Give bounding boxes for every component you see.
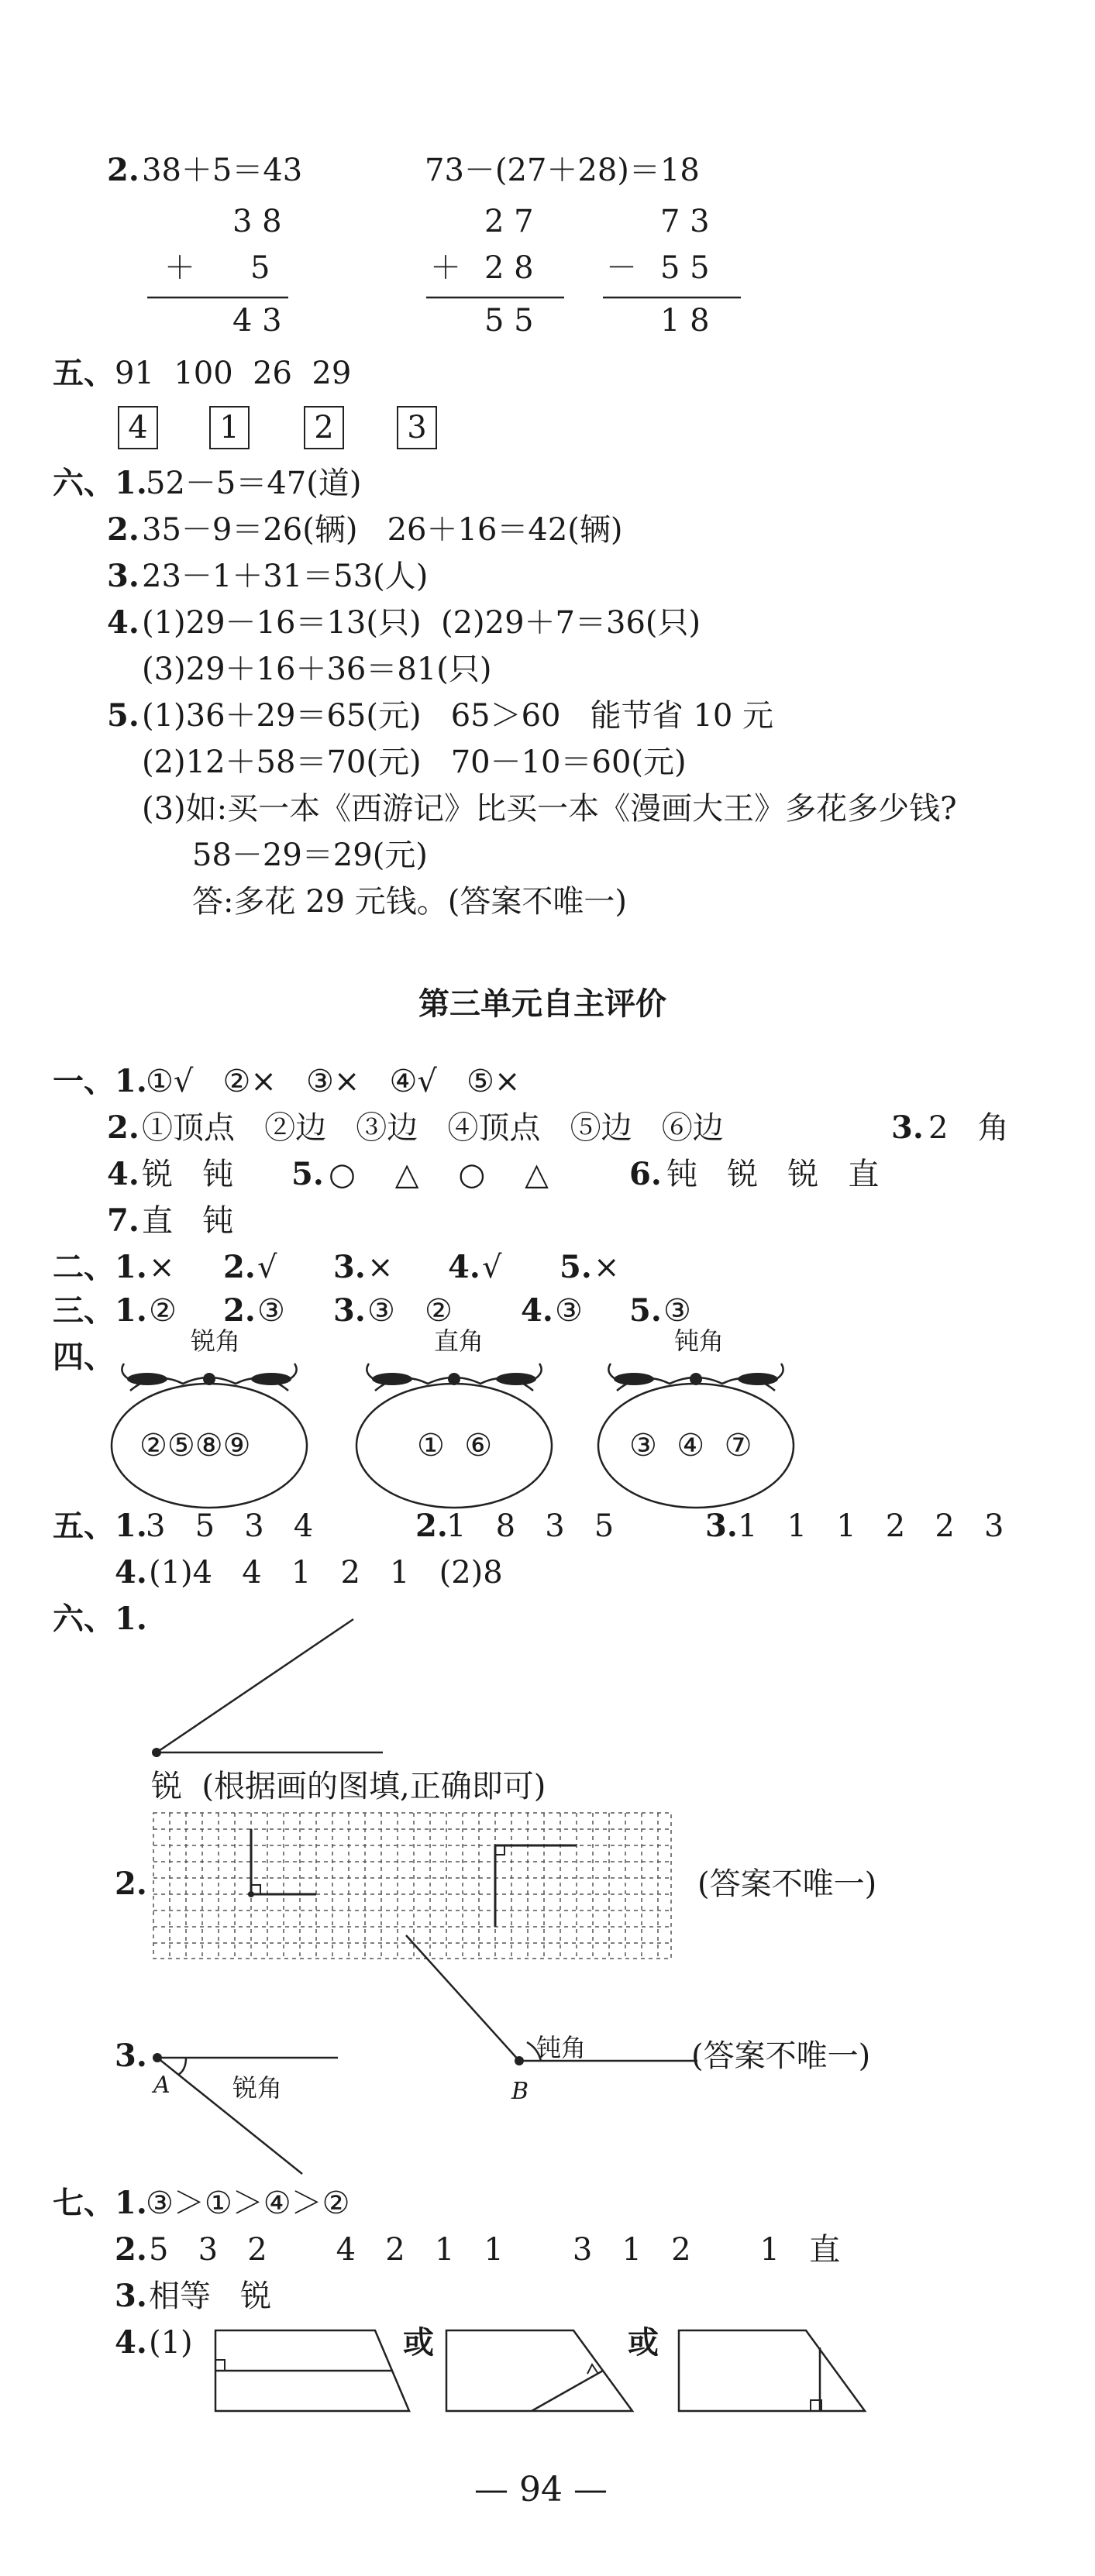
answer-box-2: 1 [209, 406, 250, 449]
liu-draw-3-note: (答案不唯一) [691, 2038, 871, 2074]
angle-b-arc [527, 2042, 541, 2061]
qi1-num: 1. [115, 2185, 147, 2221]
wu1-answer: 3 5 3 4 [146, 1508, 314, 1544]
basket-3-label: 钝角 [674, 1326, 725, 1356]
liu-draw-1-answer: 锐 (根据画的图填,正确即可) [151, 1769, 546, 1804]
angle-a-vertex [153, 2053, 162, 2062]
acute-angle-figure [157, 1619, 383, 1752]
vertical-3-second: 5 5 [660, 250, 710, 286]
section-wu-numbers: 91 100 26 29 [115, 356, 352, 391]
basket-1-leaf-left [127, 1373, 167, 1385]
right-angle-2 [495, 1845, 577, 1927]
section-wu2-label: 五、 [53, 1508, 115, 1544]
qi2-num: 2. [115, 2231, 147, 2268]
wu4-answer: (1)4 4 1 2 1 (2)8 [149, 1555, 503, 1591]
basket-1-label: 锐角 [191, 1326, 241, 1356]
basket-2-leaf-right [496, 1373, 536, 1385]
basket-3-leaf-right [738, 1373, 778, 1385]
liu4-answer-b: (3)29＋16＋36＝81(只) [142, 652, 492, 687]
basket-1-knot [203, 1373, 215, 1385]
yi2-answer: ①顶点 ②边 ③边 ④顶点 ⑤边 ⑥边 [142, 1110, 724, 1146]
vertical-2-result: 5 5 [484, 303, 534, 339]
yi5-answer: ○ △ ○ △ [329, 1157, 549, 1192]
basket-3-leaf-left [614, 1373, 654, 1385]
page-number: — 94 — [474, 2470, 608, 2509]
liu4-answer-a: (1)29－16＝13(只) (2)29＋7＝36(只) [142, 605, 701, 641]
section-qi-label: 七、 [53, 2185, 115, 2221]
san5-num: 5. [629, 1292, 662, 1329]
liu-draw-3-num: 3. [115, 2038, 147, 2074]
yi3-num: 3. [891, 1109, 924, 1146]
er5-num: 5. [560, 1249, 592, 1285]
san3-answer: ③ ② [367, 1293, 453, 1329]
liu5-answer-a: (1)36＋29＝65(元) 65＞60 能节省 10 元 [142, 698, 773, 734]
san4-num: 4. [521, 1292, 553, 1329]
vertical-1-op: ＋ [164, 250, 195, 286]
liu-draw-2-note: (答案不唯一) [697, 1866, 877, 1902]
liu3-answer: 23－1＋31＝53(人) [142, 559, 429, 594]
san1-num: 1. [115, 1292, 147, 1329]
liu2-answer: 35－9＝26(辆) 26＋16＝42(辆) [142, 512, 623, 548]
basket-2-knot [448, 1373, 460, 1385]
san2-answer: ③ [257, 1293, 285, 1329]
trapezoid-3 [679, 2330, 865, 2411]
yi1-answer: ①√ ②× ③× ④√ ⑤× [146, 1064, 521, 1099]
liu5-answer-c: (3)如:买一本《西游记》比买一本《漫画大王》多花多少钱? [142, 791, 957, 827]
yi7-answer: 直 钝 [142, 1203, 234, 1239]
san3-num: 3. [333, 1292, 366, 1329]
acute-angle-vertex [152, 1748, 161, 1757]
san1-answer: ② [149, 1293, 177, 1329]
san2-num: 2. [223, 1292, 256, 1329]
basket-2-label: 直角 [434, 1326, 484, 1356]
yi5-num: 5. [291, 1156, 324, 1192]
q2-equation-1: 38＋5＝43 [142, 153, 303, 188]
basket-1-leaf-right [251, 1373, 291, 1385]
liu4-num: 4. [107, 604, 139, 641]
angle-b-label: B [511, 2078, 529, 2105]
er1-num: 1. [115, 1249, 147, 1285]
yi1-num: 1. [115, 1063, 147, 1099]
liu3-num: 3. [107, 558, 139, 594]
yi6-num: 6. [629, 1156, 662, 1192]
er1-answer: × [149, 1250, 175, 1285]
unit3-title: 第三单元自主评价 [418, 985, 666, 1022]
section-yi-label: 一、 [53, 1063, 115, 1099]
wu3-num: 3. [705, 1508, 738, 1544]
right-angle-1-vertex [248, 1891, 254, 1897]
liu-draw-2-num: 2. [115, 1866, 147, 1902]
section-san-label: 三、 [53, 1292, 115, 1329]
wu1-num: 1. [115, 1508, 147, 1544]
q2-num: 2. [107, 152, 139, 188]
wu3-answer: 1 1 1 2 2 3 [738, 1508, 1004, 1544]
yi4-answer: 锐 钝 [142, 1157, 234, 1192]
er5-answer: × [594, 1250, 620, 1285]
angle-b-text: 钝角 [536, 2033, 587, 2062]
angle-a-text: 锐角 [232, 2073, 283, 2103]
liu5-answer-b: (2)12＋58＝70(元) 70－10＝60(元) [142, 745, 687, 780]
liu2-num: 2. [107, 511, 139, 548]
er4-num: 4. [448, 1249, 480, 1285]
er4-answer: √ [482, 1250, 502, 1285]
basket-3-content: ③ ④ ⑦ [629, 1428, 752, 1463]
basket-2-leaf-left [372, 1373, 412, 1385]
right-angle-2-mark [495, 1845, 504, 1855]
vertical-2-top: 2 7 [484, 204, 534, 239]
liu5-answer-d: 58－29＝29(元) [192, 837, 428, 873]
yi3-answer: 2 角 [928, 1110, 1009, 1146]
liu5-num: 5. [107, 697, 139, 734]
qi2-answer: 5 3 2 4 2 1 1 3 1 2 1 直 [149, 2232, 841, 2268]
vertical-3-top: 7 3 [660, 204, 710, 239]
qi1-answer: ③＞①＞④＞② [146, 2186, 350, 2221]
liu1-answer: 52－5＝47(道) [146, 466, 362, 501]
yi7-num: 7. [107, 1202, 139, 1239]
liu1-num: 1. [115, 465, 147, 501]
vertical-3-result: 1 8 [660, 303, 710, 339]
basket-3-knot [690, 1373, 702, 1385]
wu2-num: 2. [415, 1508, 448, 1544]
basket-2-content: ① ⑥ [417, 1428, 493, 1463]
qi4-sub: (1) [149, 2325, 193, 2361]
angle-a-arc [178, 2058, 186, 2075]
er3-num: 3. [333, 1249, 366, 1285]
yi2-num: 2. [107, 1109, 139, 1146]
yi4-num: 4. [107, 1156, 139, 1192]
angle-b-vertex [515, 2056, 524, 2065]
san5-answer: ③ [663, 1293, 691, 1329]
section-wu-label: 五、 [53, 355, 115, 391]
liu5-answer-e: 答:多花 29 元钱。(答案不唯一) [192, 884, 628, 920]
section-liu-label: 六、 [53, 465, 115, 501]
vertical-2-op: ＋ [430, 250, 461, 286]
yi6-answer: 钝 锐 锐 直 [666, 1157, 880, 1192]
basket-1-content: ②⑤⑧⑨ [139, 1428, 251, 1463]
trapezoid-1 [215, 2330, 409, 2411]
vertical-2-second: 2 8 [484, 250, 534, 286]
vertical-3-op: － [606, 250, 637, 286]
answer-box-4: 3 [397, 406, 437, 449]
section-si-label: 四、 [53, 1339, 115, 1375]
er2-answer: √ [257, 1250, 277, 1285]
angle-a-label: A [153, 2072, 170, 2099]
qi3-num: 3. [115, 2278, 147, 2314]
vertical-1-top: 3 8 [232, 204, 282, 239]
wu4-num: 4. [115, 1554, 147, 1591]
section-liu2-label: 六、 [53, 1601, 115, 1637]
vertical-1-second: 5 [250, 250, 270, 286]
trapezoid-2 [446, 2330, 632, 2411]
dotted-grid [153, 1813, 671, 1959]
section-er-label: 二、 [53, 1249, 115, 1285]
qi3-answer: 相等 锐 [149, 2279, 272, 2314]
wu2-answer: 1 8 3 5 [446, 1508, 615, 1544]
answer-box-1: 4 [118, 406, 158, 449]
vertical-1-result: 4 3 [232, 303, 282, 339]
qi4-num: 4. [115, 2324, 147, 2361]
q2-equation-2: 73－(27＋28)＝18 [425, 153, 700, 188]
san4-answer: ③ [555, 1293, 583, 1329]
liu-draw-1-num: 1. [115, 1601, 147, 1637]
er3-answer: × [367, 1250, 394, 1285]
qi4-or-2: 或 [628, 2324, 659, 2361]
er2-num: 2. [223, 1249, 256, 1285]
answer-box-3: 2 [304, 406, 344, 449]
qi4-or-1: 或 [403, 2324, 434, 2361]
